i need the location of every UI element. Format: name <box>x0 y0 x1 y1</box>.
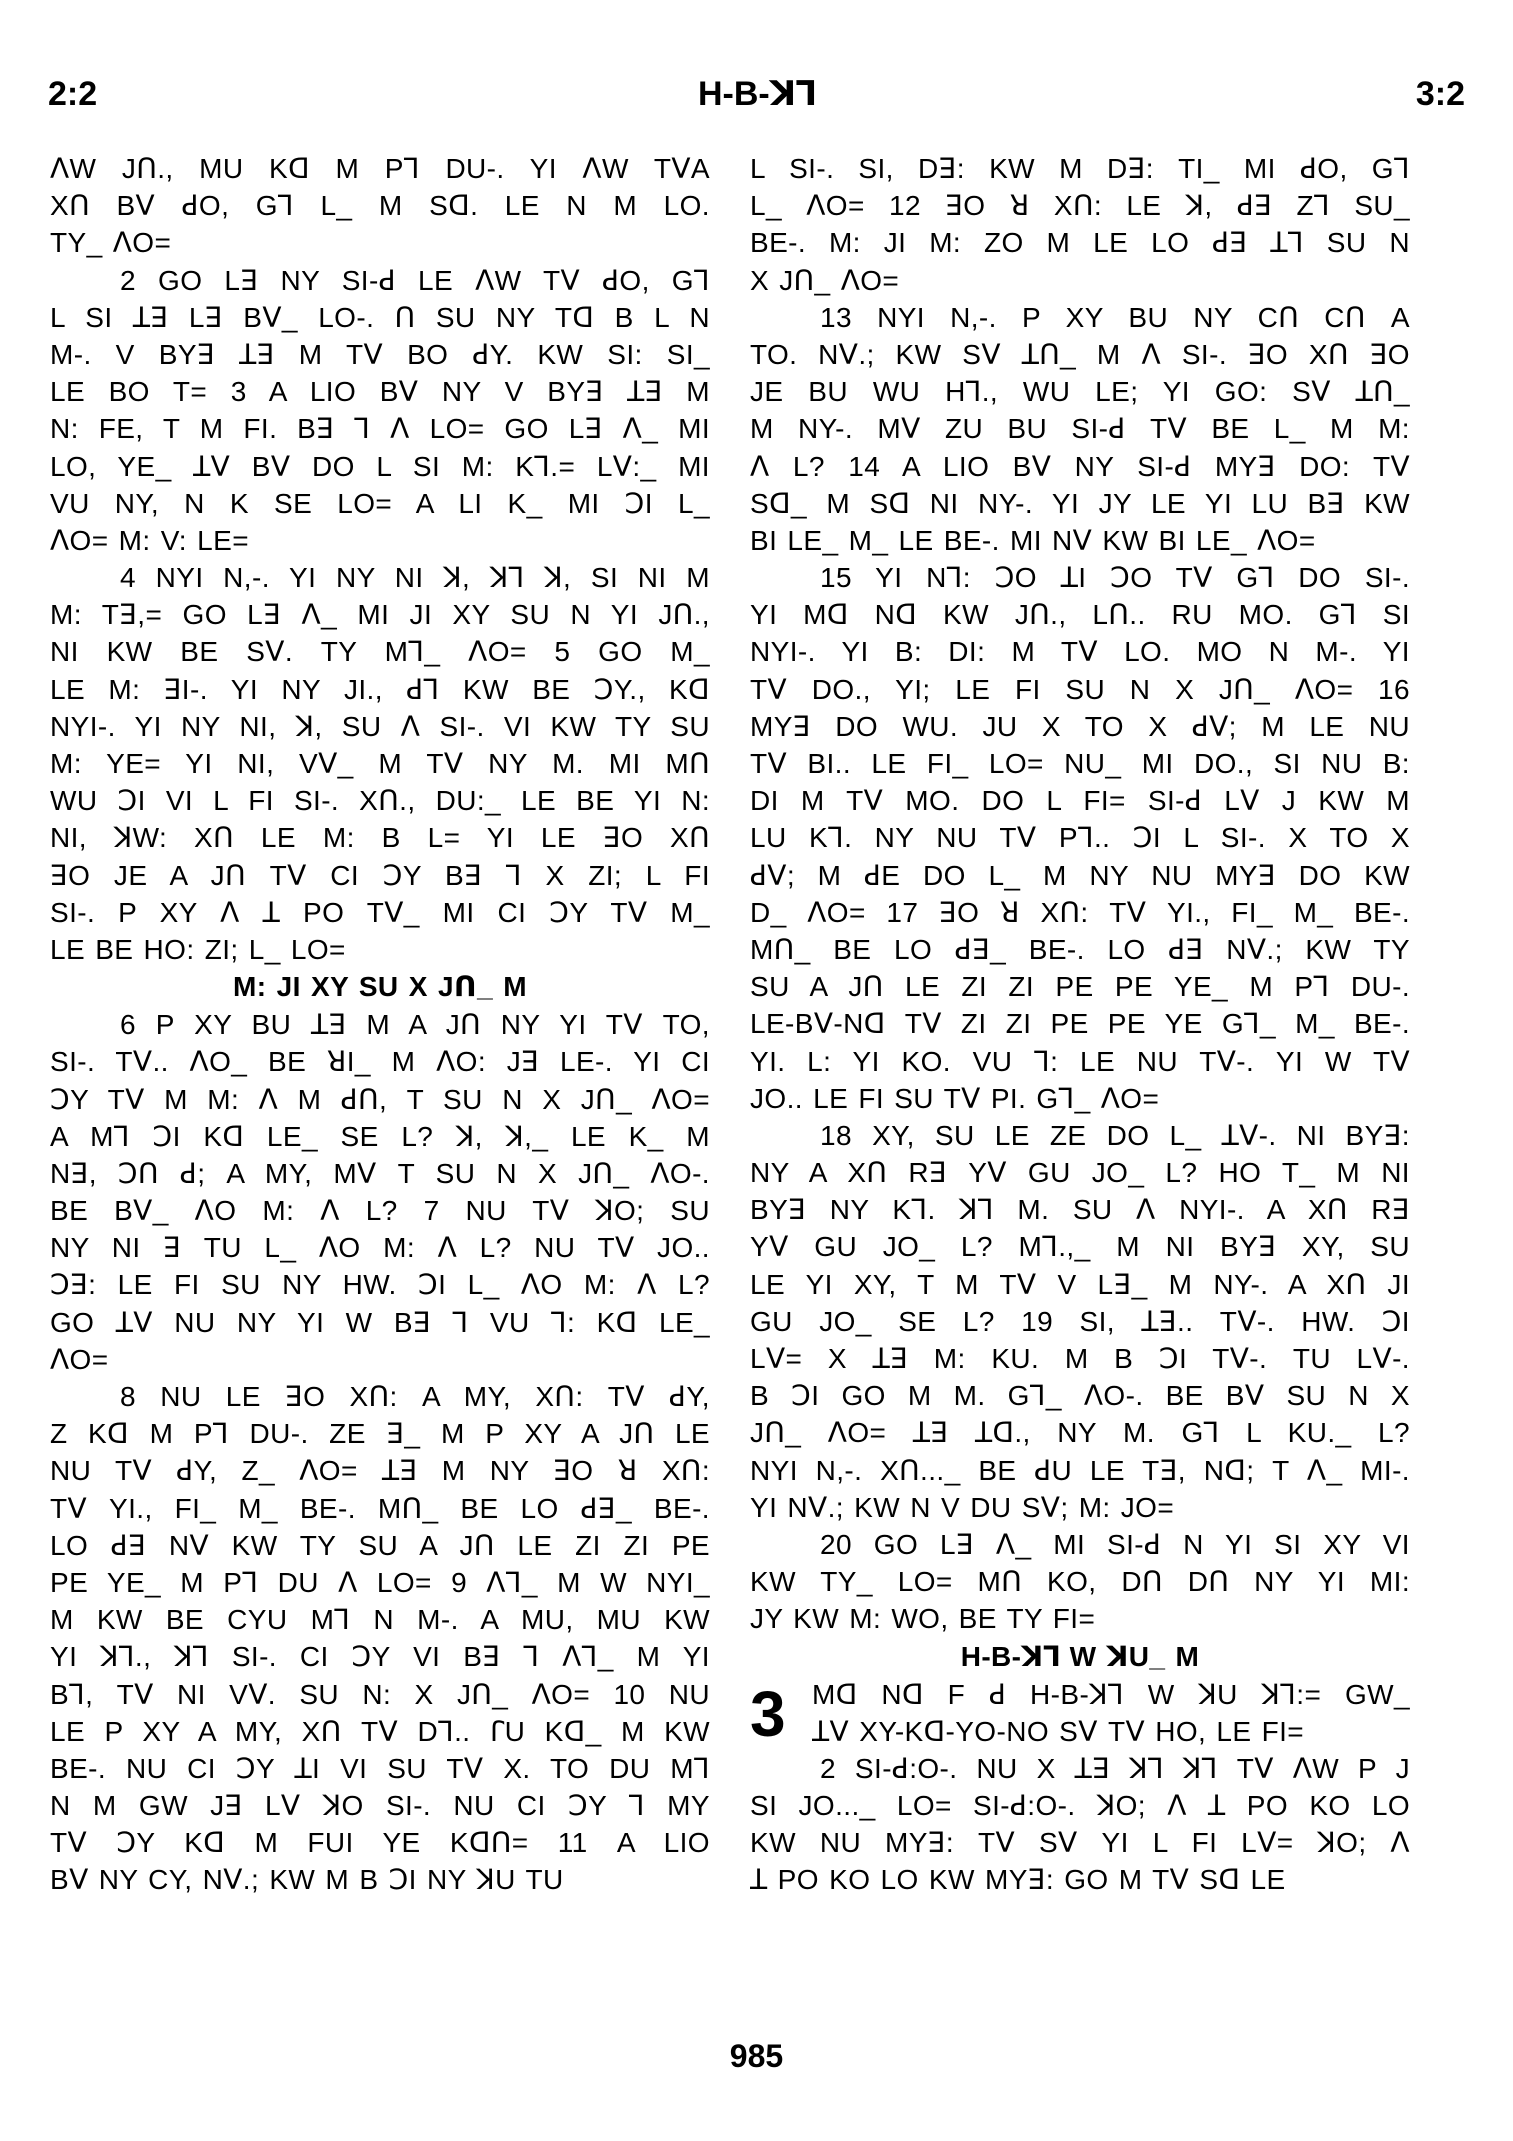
text-line: ꓕ PO KO LO KW MYꓱ: GO M Tᐯ Sꓷ LE <box>750 1864 1286 1896</box>
text-line: Xᑎ Bᐯ ꓒO, Gꓶ L_ M Sꓷ. LE N M LO. <box>50 190 710 222</box>
text-line: 13 NYI N,-. P XY BU NY Cᑎ Cᑎ A <box>820 301 1410 333</box>
text-line: GO ꓕᐯ NU NY YI W Bꓱ ꓶ VU ꓶ: Kꓷ LE_ <box>50 1306 710 1338</box>
page-header <box>48 72 1465 132</box>
text-line: 6 P XY BU ꓕꓱ M A Jᑎ NY YI Tᐯ TO, <box>120 1009 710 1041</box>
text-line: 8 NU LE ꓱO Xᑎ: A MY, Xᑎ: Tᐯ ꓒY, <box>120 1381 710 1412</box>
text-line: Jᑎ_ ᐱO= ꓕꓱ ꓕꓷ., NY M. Gꓶ L KU._ L? <box>750 1417 1410 1449</box>
text-line: Mᑎ_ BE LO ꓒꓱ_ BE-. LO ꓒꓱ Nᐯ.; KW TY <box>750 933 1410 965</box>
chapter-number: 3 <box>750 1677 786 1750</box>
text-line: M: YE= YI NI, Vᐯ_ M Tᐯ NY M. MI Mᑎ <box>50 748 710 779</box>
text-line: BE-. M: JI M: ZO M LE LO ꓒꓱ ꓕꓶ SU N <box>750 227 1410 259</box>
text-line: MYꓱ DO WU. JU X TO X ꓒᐯ; M LE NU <box>750 710 1410 742</box>
text-line: ꓛꓱ: LE FI SU NY HW. ꓛI L_ ᐱO M: ᐱ L? <box>50 1269 710 1301</box>
left-column <box>50 150 710 1899</box>
chapter-verse-right: 3:2 <box>1415 75 1465 113</box>
text-line: NY NI ꓱ TU L_ ᐱO M: ᐱ L? NU Tᐯ JO.. <box>50 1232 710 1264</box>
text-line: PE YE_ M Pꓶ DU ᐱ LO= 9 ᐱꓶ_ M W NYI_ <box>50 1566 710 1598</box>
text-line: L SI ꓕꓱ Lꓱ Bᐯ_ LO-. ᑎ SU NY Tꓷ B L N <box>50 301 710 333</box>
text-line: ᐱO= M: V: LE= <box>50 524 249 556</box>
text-line: ꓱO JE A Jᑎ Tᐯ CI ꓛY Bꓱ ꓶ X ZI; L FI <box>50 859 710 891</box>
text-line: YI. L: YI KO. VU ꓶ: LE NU Tᐯ-. YI W Tᐯ <box>750 1045 1410 1077</box>
text-line: ᐱO= <box>50 1343 109 1375</box>
text-line: Lᐯ= X ꓕꓱ M: KU. M B ꓛI Tᐯ-. TU Lᐯ-. <box>750 1343 1410 1374</box>
text-line: N: FE, T M FI. Bꓱ ꓶ ᐱ LO= GO Lꓱ ᐱ_ MI <box>50 413 710 445</box>
text-line: LE P XY A MY, Xᑎ Tᐯ Dꓶ.. ꓩU Kꓷ_ M KW <box>50 1715 710 1747</box>
text-line: KW NU MYꓱ: Tᐯ Sᐯ YI L FI Lᐯ= ꓘO; ᐱ <box>750 1827 1410 1859</box>
text-line: YI ꓘꓶ., ꓘꓶ SI-. CI ꓛY VI Bꓱ ꓶ ᐱꓶ_ M YI <box>50 1641 710 1673</box>
text-line: SI JO..._ LO= SI-ꓒ:O-. ꓘO; ᐱ ꓕ PO KO LO <box>750 1790 1410 1822</box>
text-line: NU Tᐯ ꓒY, Z_ ᐱO= ꓕꓱ M NY ꓱO ꓤ Xᑎ: <box>50 1455 710 1487</box>
text-line: JE BU WU Hꓶ., WU LE; YI GO: Sᐯ ꓕᑎ_ <box>750 376 1410 408</box>
text-line: M NY-. Mᐯ ZU BU SI-ꓒ Tᐯ BE L_ M M: <box>750 413 1410 445</box>
text-line: JO.. LE FI SU Tᐯ PI. Gꓶ_ ᐱO= <box>750 1082 1160 1114</box>
text-line: Yᐯ GU JO_ L? Mꓶ.,_ M NI BYꓱ XY, SU <box>750 1231 1410 1263</box>
book-title: H-B-ꓘꓶ <box>697 75 816 113</box>
text-line: 2 GO Lꓱ NY SI-ꓒ LE ᐱW Tᐯ ꓒO, Gꓶ <box>120 264 710 296</box>
text-line: 20 GO Lꓱ ᐱ_ MI SI-ꓒ N YI SI XY VI <box>820 1528 1410 1560</box>
text-line: ꓛY Tᐯ M M: ᐱ M ꓒᑎ, T SU N X Jᑎ_ ᐱO= <box>50 1083 710 1115</box>
text-line: ᐱ L? 14 A LIO Bᐯ NY SI-ꓒ MYꓱ DO: Tᐯ <box>750 450 1410 482</box>
text-line: B ꓛI GO M M. Gꓶ_ ᐱO-. BE Bᐯ SU N X <box>750 1380 1410 1412</box>
text-line: Sꓷ_ M Sꓷ NI NY-. YI JY LE YI LU Bꓱ KW <box>750 487 1410 519</box>
text-line: Tᐯ BI.. LE FI_ LO= NU_ MI DO., SI NU B: <box>750 748 1410 779</box>
text-line: NYI-. YI B: DI: M Tᐯ LO. MO N M-. YI <box>750 636 1410 668</box>
text-line: M-. V BYꓱ ꓕꓱ M Tᐯ BO ꓒY. KW SI: SI_ <box>50 338 710 370</box>
text-line: LE-Bᐯ-Nꓷ Tᐯ ZI ZI PE PE YE Gꓶ_ M_ BE-. <box>750 1008 1410 1040</box>
text-line: BYꓱ NY Kꓶ. ꓘꓶ M. SU ᐱ NYI-. A Xᑎ Rꓱ <box>750 1194 1410 1226</box>
text-line: TY_ ᐱO= <box>50 227 172 259</box>
text-line: BE-. NU CI ꓛY ꓕI VI SU Tᐯ X. TO DU Mꓶ <box>50 1752 710 1784</box>
text-line: X Jᑎ_ ᐱO= <box>750 264 900 296</box>
text-line: GU JO_ SE L? 19 SI, ꓕꓱ.. Tᐯ-. HW. ꓛI <box>750 1305 1410 1337</box>
text-line: SI-. Tᐯ.. ᐱO_ BE ꓤI_ M ᐱO: Jꓱ LE-. YI CI <box>50 1046 710 1078</box>
text-line: LO ꓒꓱ Nᐯ KW TY SU A Jᑎ LE ZI ZI PE <box>50 1529 710 1561</box>
text-line: D_ ᐱO= 17 ꓱO ꓤ Xᑎ: Tᐯ YI., FI_ M_ BE-. <box>750 896 1410 928</box>
text-line: NYI-. YI NY NI, ꓘ, SU ᐱ SI-. VI KW TY SU <box>50 710 710 742</box>
text-line: ꓒᐯ; M ꓒE DO L_ M NY NU MYꓱ DO KW <box>750 859 1410 891</box>
text-line: LE YI XY, T M Tᐯ V Lꓱ_ M NY-. A Xᑎ JI <box>750 1268 1410 1300</box>
text-line: 2 SI-ꓒ:O-. NU X ꓕꓱ ꓘꓶ ꓘꓶ Tᐯ ᐱW P J <box>820 1752 1410 1784</box>
text-line: Bꓶ, Tᐯ NI Vᐯ. SU N: X Jᑎ_ ᐱO= 10 NU <box>50 1678 710 1710</box>
text-line: DI M Tᐯ MO. DO L FI= SI-ꓒ Lᐯ J KW M <box>750 785 1410 817</box>
text-line: ꓕᐯ XY-Kꓷ-YO-NO Sᐯ Tᐯ HO, LE FI= <box>812 1715 1305 1747</box>
text-line: NYI N,-. Xᑎ..._ BE ꓒU LE Tꓱ, Nꓷ; T ᐱ_ MI-. <box>750 1454 1410 1486</box>
text-line: NI KW BE Sᐯ. TY Mꓶ_ ᐱO= 5 GO M_ <box>50 636 710 668</box>
text-line: SU A Jᑎ LE ZI ZI PE PE YE_ M Pꓶ DU-. <box>750 971 1410 1003</box>
text-line: YI Nᐯ.; KW N V DU Sᐯ; M: JO= <box>750 1491 1175 1523</box>
chapter-start <box>750 1676 1410 1750</box>
text-line: NI, ꓘW: Xᑎ LE M: B L= YI LE ꓱO Xᑎ <box>50 822 710 854</box>
text-line: TO. Nᐯ.; KW Sᐯ ꓕᑎ_ M ᐱ SI-. ꓱO Xᑎ ꓱO <box>750 338 1410 370</box>
text-line: SI-. P XY ᐱ ꓕ PO Tᐯ_ MI CI ꓛY Tᐯ M_ <box>50 896 710 928</box>
text-line: Tᐯ ꓛY Kꓷ M FUI YE Kꓷᑎ= 11 A LIO <box>50 1827 710 1859</box>
text-line: Mꓷ Nꓷ F ꓒ H-B-ꓘꓶ W ꓘU ꓘꓶ:= GW_ <box>812 1678 1410 1710</box>
text-line: 18 XY, SU LE ZE DO L_ ꓕᐯ-. NI BYꓱ: <box>820 1119 1410 1151</box>
text-line: Bᐯ NY CY, Nᐯ.; KW M B ꓛI NY ꓘU TU <box>50 1864 564 1896</box>
text-line: M KW BE CYU Mꓶ N M-. A MU, MU KW <box>50 1604 710 1636</box>
text-line: Tᐯ YI., FI_ M_ BE-. Mᑎ_ BE LO ꓒꓱ_ BE-. <box>50 1492 710 1524</box>
text-line: YI Mꓷ Nꓷ KW Jᑎ., Lᑎ.. RU MO. Gꓶ SI <box>750 599 1410 631</box>
section-heading: H-B-ꓘꓶ W ꓘU_ M <box>960 1640 1200 1672</box>
text-line: Nꓱ, ꓛᑎ ꓒ; A MY, Mᐯ T SU N X Jᑎ_ ᐱO-. <box>50 1157 710 1189</box>
text-line: LE BO T= 3 A LIO Bᐯ NY V BYꓱ ꓕꓱ M <box>50 376 710 408</box>
text-line: JY KW M: WO, BE TY FI= <box>750 1603 1096 1635</box>
text-line: 4 NYI N,-. YI NY NI ꓘ, ꓘꓶ ꓘ, SI NI M <box>120 562 710 594</box>
chapter-verse-left: 2:2 <box>48 75 98 113</box>
text-line: ᐱW Jᑎ., MU Kꓷ M Pꓶ DU-. YI ᐱW TᐯA <box>50 153 710 184</box>
page-number: 985 <box>729 2038 784 2074</box>
text-line: NY A Xᑎ Rꓱ Yᐯ GU JO_ L? HO T_ M NI <box>750 1157 1410 1189</box>
text-line: LO, YE_ ꓕᐯ Bᐯ DO L SI M: Kꓶ.= Lᐯ:_ MI <box>50 450 710 482</box>
text-line: L SI-. SI, Dꓱ: KW M Dꓱ: TI_ MI ꓒO, Gꓶ <box>750 153 1410 184</box>
text-line: BE Bᐯ_ ᐱO M: ᐱ L? 7 NU Tᐯ ꓘO; SU <box>50 1195 710 1227</box>
text-line: LE BE HO: ZI; L_ LO= <box>50 933 346 965</box>
text-line: A Mꓶ ꓛI Kꓷ LE_ SE L? ꓘ, ꓘ,_ LE K_ M <box>50 1120 710 1152</box>
text-line: 15 YI Nꓶ: ꓛO ꓕI ꓛO Tᐯ Gꓶ DO SI-. <box>820 562 1410 594</box>
text-line: VU NY, N K SE LO= A LI K_ MI ꓛI L_ <box>50 487 710 519</box>
right-column <box>750 150 1410 1899</box>
text-line: KW TY_ LO= Mᑎ KO, Dᑎ Dᑎ NY YI MI: <box>750 1566 1410 1598</box>
text-line: WU ꓛI VI L FI SI-. Xᑎ., DU:_ LE BE YI N: <box>50 785 710 817</box>
text-line: LU Kꓶ. NY NU Tᐯ Pꓶ.. ꓛI L SI-. X TO X <box>750 822 1410 854</box>
section-heading: M: JI XY SU X Jᑎ_ M <box>233 971 527 1003</box>
text-line: LE M: ꓱI-. YI NY JI., ꓒꓶ KW BE ꓛY., Kꓷ <box>50 673 710 705</box>
text-line: M: Tꓱ,= GO Lꓱ ᐱ_ MI JI XY SU N YI Jᑎ., <box>50 599 710 631</box>
text-line: Z Kꓷ M Pꓶ DU-. ZE ꓱ_ M P XY A Jᑎ LE <box>50 1418 710 1450</box>
text-line: L_ ᐱO= 12 ꓱO ꓤ Xᑎ: LE ꓘ, ꓒꓱ Zꓶ SU_ <box>750 190 1410 222</box>
text-line: BI LE_ M_ LE BE-. MI Nᐯ KW BI LE_ ᐱO= <box>750 524 1316 556</box>
text-line: N M GW Jꓱ Lᐯ ꓘO SI-. NU CI ꓛY ꓶ MY <box>50 1790 710 1822</box>
text-line: Tᐯ DO., YI; LE FI SU N X Jᑎ_ ᐱO= 16 <box>750 673 1410 705</box>
